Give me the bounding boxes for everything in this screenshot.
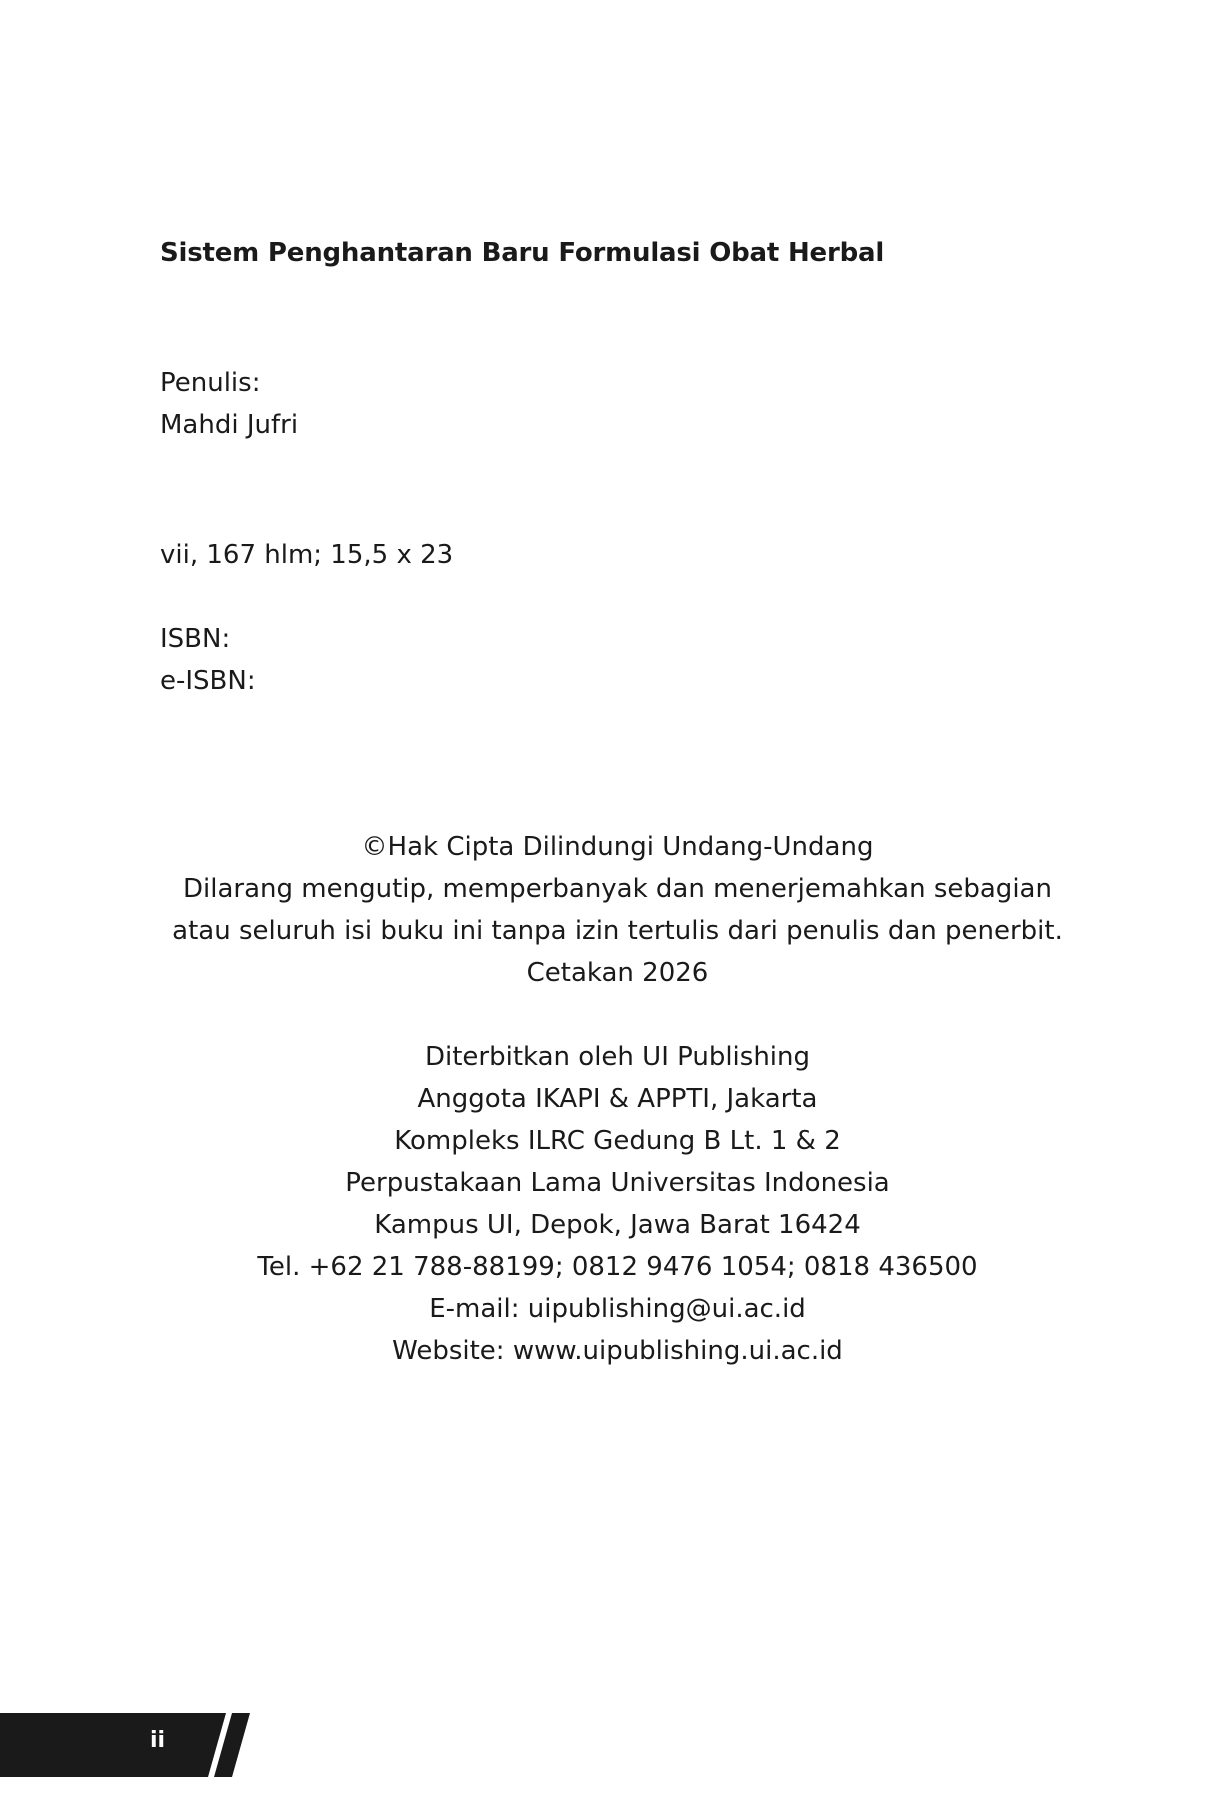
- isbn-label: ISBN:: [160, 624, 231, 654]
- publisher-website: Website: www.uipublishing.ui.ac.id: [392, 1336, 843, 1366]
- book-title: Sistem Penghantaran Baru Formulasi Obat Herbal: [160, 238, 885, 268]
- copyright-line-3: atau seluruh isi buku ini tanpa izin tertulis dari penulis dan penerbit.: [172, 916, 1063, 946]
- publisher-address-2: Perpustakaan Lama Universitas Indonesia: [345, 1168, 890, 1198]
- publisher-address-1: Kompleks ILRC Gedung B Lt. 1 & 2: [394, 1126, 841, 1156]
- publisher-phone: Tel. +62 21 788-88199; 0812 9476 1054; 0818 436500: [257, 1252, 978, 1282]
- publisher-address-3: Kampus UI, Depok, Jawa Barat 16424: [374, 1210, 861, 1240]
- author-name: Mahdi Jufri: [160, 410, 299, 440]
- publisher-info: [120, 1036, 1115, 1372]
- author-label: Penulis:: [160, 368, 261, 398]
- publisher-name: Diterbitkan oleh UI Publishing: [424, 1042, 811, 1072]
- eisbn-label: e-ISBN:: [160, 666, 256, 696]
- copyright-notice: [120, 826, 1115, 994]
- publisher-membership: Anggota IKAPI & APPTI, Jakarta: [417, 1084, 818, 1114]
- printing-edition: Cetakan 2026: [526, 958, 709, 988]
- book-extent: vii, 167 hlm; 15,5 x 23: [160, 540, 454, 570]
- copyright-line-1: ©Hak Cipta Dilindungi Undang-Undang: [361, 832, 874, 862]
- copyright-line-2: Dilarang mengutip, memperbanyak dan menerjemahkan sebagian: [183, 874, 1052, 904]
- footer-page-bar: [0, 1713, 250, 1777]
- publisher-email: E-mail: uipublishing@ui.ac.id: [429, 1294, 806, 1324]
- page-number: ii: [150, 1728, 166, 1753]
